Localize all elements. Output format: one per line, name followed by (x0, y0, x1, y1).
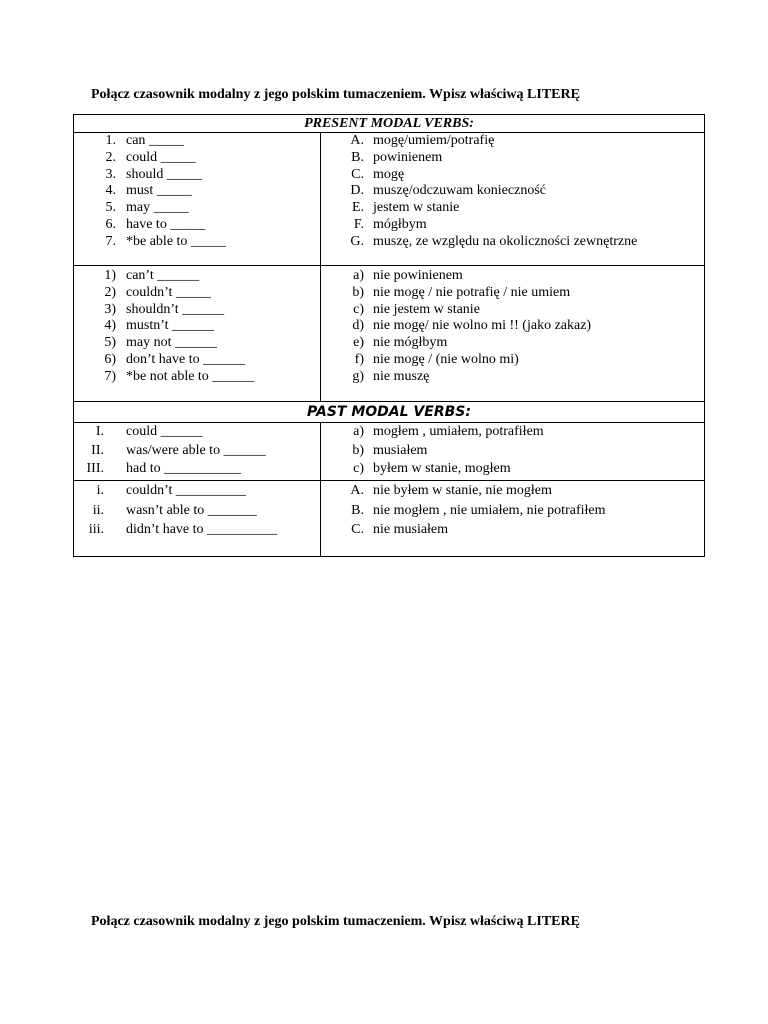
item-marker: A. (350, 133, 364, 148)
list-item (74, 268, 320, 285)
list-item (74, 335, 320, 352)
list-item (74, 442, 320, 461)
item-marker: b) (352, 442, 364, 458)
item-text: nie powinienem (373, 268, 463, 283)
item-marker: a) (353, 268, 364, 283)
list-item (74, 352, 320, 369)
past-block2-right (321, 481, 705, 557)
present-block2-left (74, 266, 321, 402)
item-marker: 3) (104, 301, 116, 317)
item-marker: d) (352, 318, 364, 334)
item-text: nie mógłbym (373, 335, 448, 351)
item-marker: c) (353, 301, 364, 317)
list-item (74, 183, 320, 200)
item-text: may not ______ (126, 335, 217, 351)
past-block1-left (74, 423, 321, 481)
past-header: PAST MODAL VERBS: (74, 402, 705, 423)
item-marker: b) (352, 284, 364, 300)
item-marker: G. (350, 233, 364, 249)
list-item (321, 318, 704, 335)
list-item (74, 200, 320, 217)
item-text: powinienem (373, 149, 443, 165)
list-item (74, 318, 320, 335)
item-text: mogłem , umiałem, potrafiłem (373, 424, 544, 439)
present-block2-right (321, 266, 705, 402)
list-item (321, 200, 704, 217)
item-text: muszę, ze względu na okoliczności zewnętrzne (373, 233, 638, 249)
list-item (74, 150, 320, 167)
item-marker: I. (95, 424, 104, 439)
item-text: mogę/umiem/potrafię (373, 133, 495, 148)
item-marker: 7. (105, 233, 116, 249)
item-marker: ii. (92, 502, 104, 518)
list-item (74, 167, 320, 184)
item-text: *be not able to ______ (126, 368, 255, 384)
item-text: should _____ (126, 166, 202, 182)
instruction-heading-repeat: Połącz czasownik modalny z jego polskim tumaczeniem. Wpisz właściwą LITERĘ (91, 914, 580, 929)
list-item (321, 460, 704, 479)
list-item (74, 369, 320, 386)
item-marker: 2) (104, 284, 116, 300)
item-marker: 6. (105, 216, 116, 232)
item-text: must _____ (126, 183, 192, 199)
list-item (321, 268, 704, 285)
item-marker: c) (353, 461, 364, 476)
list-item (321, 183, 704, 200)
list-item (321, 501, 704, 521)
list-item (74, 423, 320, 442)
item-text: didn’t have to __________ (126, 522, 278, 537)
present-block1-right (321, 133, 705, 266)
item-text: nie mogę / (nie wolno mi) (373, 351, 519, 367)
list-item (321, 167, 704, 184)
list-item (74, 285, 320, 302)
item-marker: E. (351, 200, 364, 216)
item-marker: III. (86, 461, 104, 476)
list-item (321, 520, 704, 540)
item-marker: 2. (105, 149, 116, 165)
item-marker: C. (351, 522, 364, 537)
item-text: was/were able to ______ (126, 442, 266, 458)
item-text: wasn’t able to _______ (126, 502, 257, 518)
list-item (74, 501, 320, 521)
list-item (74, 460, 320, 479)
item-marker: 3. (105, 166, 116, 182)
list-item (321, 352, 704, 369)
list-item (321, 369, 704, 386)
item-marker: f) (354, 351, 364, 367)
item-marker: a) (353, 424, 364, 439)
item-text: mógłbym (373, 216, 427, 232)
item-text: mustn’t ______ (126, 318, 215, 334)
item-text: couldn’t __________ (126, 483, 246, 498)
item-text: shouldn’t ______ (126, 301, 225, 317)
item-text: mogę (373, 166, 405, 182)
item-text: don’t have to ______ (126, 351, 246, 367)
item-text: nie musiałem (373, 522, 449, 537)
item-text: nie byłem w stanie, nie mogłem (373, 483, 552, 498)
item-text: had to ___________ (126, 461, 242, 476)
item-text: byłem w stanie, mogłem (373, 461, 511, 476)
list-item (321, 150, 704, 167)
item-text: could _____ (126, 149, 196, 165)
item-text: *be able to _____ (126, 233, 226, 249)
item-marker: 1) (104, 268, 116, 283)
item-marker: A. (350, 483, 364, 498)
list-item (321, 481, 704, 501)
item-text: may _____ (126, 200, 189, 216)
item-marker: e) (353, 335, 364, 351)
list-item (74, 302, 320, 319)
list-item (74, 234, 320, 251)
item-marker: i. (96, 483, 104, 498)
past-block1-right (321, 423, 705, 481)
list-item (321, 302, 704, 319)
item-marker: 7) (104, 368, 116, 384)
item-marker: D. (350, 183, 364, 199)
list-item (321, 423, 704, 442)
instruction-heading: Połącz czasownik modalny z jego polskim tumaczeniem. Wpisz właściwą LITERĘ (91, 87, 580, 102)
item-text: can’t ______ (126, 268, 200, 283)
list-item (321, 133, 704, 150)
present-block1-left (74, 133, 321, 266)
list-item (321, 285, 704, 302)
item-text: muszę/odczuwam konieczność (373, 183, 546, 199)
item-marker: B. (351, 149, 364, 165)
item-marker: C. (351, 166, 364, 182)
item-marker: g) (352, 368, 364, 384)
item-text: jestem w stanie (373, 200, 460, 216)
item-text: nie mogę/ nie wolno mi !! (jako zakaz) (373, 318, 592, 334)
item-text: nie jestem w stanie (373, 301, 480, 317)
past-block2-left (74, 481, 321, 557)
list-item (74, 217, 320, 234)
list-item (321, 442, 704, 461)
item-text: nie mogę / nie potrafię / nie umiem (373, 284, 571, 300)
item-text: nie muszę (373, 368, 430, 384)
item-marker: 4) (104, 318, 116, 334)
list-item (321, 234, 704, 251)
modal-verbs-table (73, 114, 705, 557)
item-marker: 6) (104, 351, 116, 367)
item-marker: 5) (104, 335, 116, 351)
item-text: musiałem (373, 442, 428, 458)
item-marker: F. (353, 216, 364, 232)
item-marker: iii. (88, 522, 104, 537)
item-marker: B. (351, 502, 364, 518)
item-text: couldn’t _____ (126, 284, 211, 300)
item-marker: 5. (105, 200, 116, 216)
list-item (74, 481, 320, 501)
item-text: could ______ (126, 424, 203, 439)
list-item (321, 335, 704, 352)
item-marker: 1. (105, 133, 116, 148)
item-marker: II. (91, 442, 104, 458)
list-item (74, 133, 320, 150)
list-item (321, 217, 704, 234)
item-text: nie mogłem , nie umiałem, nie potrafiłem (373, 502, 606, 518)
present-header: PRESENT MODAL VERBS: (74, 115, 705, 133)
item-text: have to _____ (126, 216, 206, 232)
item-text: can _____ (126, 133, 184, 148)
item-marker: 4. (105, 183, 116, 199)
list-item (74, 520, 320, 540)
